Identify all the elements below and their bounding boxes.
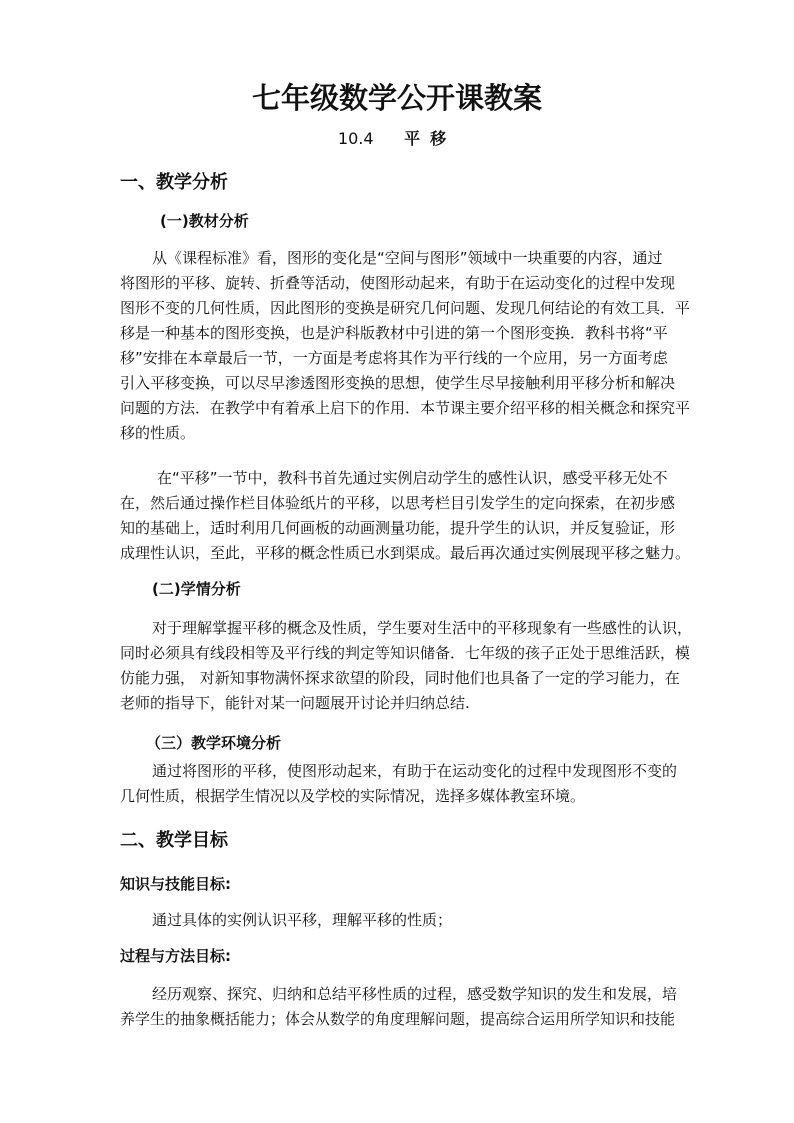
paragraph-line: 问题的方法．在教学中有着承上启下的作用．本节课主要介绍平移的相关概念和探究平 bbox=[120, 399, 691, 417]
paragraph-line: 引入平移变换，可以尽早渗透图形变换的思想，使学生尽早接触利用平移分析和解决 bbox=[120, 374, 676, 392]
paragraph-line: 几何性质，根据学生情况以及学校的实际情况，选择多媒体教室环境。 bbox=[120, 787, 586, 805]
paragraph-line: 在“平移”一节中，教科书首先通过实例启动学生的感性认识，感受平移无处不 bbox=[157, 469, 668, 487]
goal-heading-knowledge-skills: 知识与技能目标: bbox=[120, 875, 231, 893]
paragraph-line: 同时必须具有线段相等及平行线的判定等知识储备．七年级的孩子正处于思维活跃，模 bbox=[120, 644, 691, 662]
subsection-heading-textbook-analysis: (一)教材分析 bbox=[160, 212, 249, 230]
section-heading-teaching-goals: 二、教学目标 bbox=[120, 830, 228, 851]
paragraph-line: 移的性质。 bbox=[120, 424, 196, 442]
paragraph-line: 知的基础上，适时利用几何画板的动画测量功能，提升学生的认识，并反复验证，形 bbox=[120, 519, 676, 537]
section-heading-teaching-analysis: 一、教学分析 bbox=[120, 172, 228, 193]
paragraph-line: 移”安排在本章最后一节，一方面是考虑将其作为平行线的一个应用，另一方面考虑 bbox=[120, 349, 668, 367]
paragraph-line: 移是一种基本的图形变换，也是沪科版教材中引进的第一个图形变换．教科书将“平 bbox=[120, 324, 668, 342]
paragraph-line: 通过具体的实例认识平移，理解平移的性质； bbox=[152, 911, 453, 929]
paragraph-line: 图形不变的几何性质，因此图形的变换是研究几何问题、发现几何结论的有效工具．平 bbox=[120, 299, 691, 317]
paragraph-line: 养学生的抽象概括能力；体会从数学的角度理解问题，提高综合运用所学知识和技能 bbox=[120, 1010, 676, 1028]
paragraph-line: 将图形的平移、旋转、折叠等活动，使图形动起来，有助于在运动变化的过程中发现 bbox=[120, 274, 676, 292]
paragraph-line: 对于理解掌握平移的概念及性质，学生要对生活中的平移现象有一些感性的认识， bbox=[152, 619, 693, 637]
goal-heading-process-methods: 过程与方法目标: bbox=[120, 947, 231, 965]
subsection-heading-environment-analysis: （三）教学环境分析 bbox=[146, 734, 282, 752]
document-title: 七年级数学公开课教案 bbox=[251, 81, 542, 115]
subsection-heading-student-analysis: (二)学情分析 bbox=[152, 580, 241, 598]
paragraph-line: 仿能力强， 对新知事物满怀探求欲望的阶段，同时他们也具备了一定的学习能力，在 bbox=[120, 669, 680, 687]
paragraph-line: 通过将图形的平移，使图形动起来，有助于在运动变化的过程中发现图形不变的 bbox=[152, 762, 678, 780]
lesson-subtitle bbox=[0, 127, 794, 151]
paragraph-line: 成理性认识，至此，平移的概念性质已水到渠成。最后再次通过实例展现平移之魅力。 bbox=[120, 544, 691, 562]
lesson-topic: 平移 bbox=[404, 129, 457, 148]
paragraph-line: 老师的指导下，能针对某一问题展开讨论并归纳总结. bbox=[120, 694, 470, 712]
lesson-number: 10.4 bbox=[337, 129, 374, 148]
paragraph-line: 从《课程标准》看，图形的变化是“空间与图形”领域中一块重要的内容，通过 bbox=[152, 249, 663, 267]
paragraph-line: 经历观察、探究、归纳和总结平移性质的过程，感受数学知识的发生和发展，培 bbox=[152, 985, 678, 1003]
paragraph-line: 在，然后通过操作栏目体验纸片的平移，以思考栏目引发学生的定向探索，在初步感 bbox=[120, 494, 676, 512]
